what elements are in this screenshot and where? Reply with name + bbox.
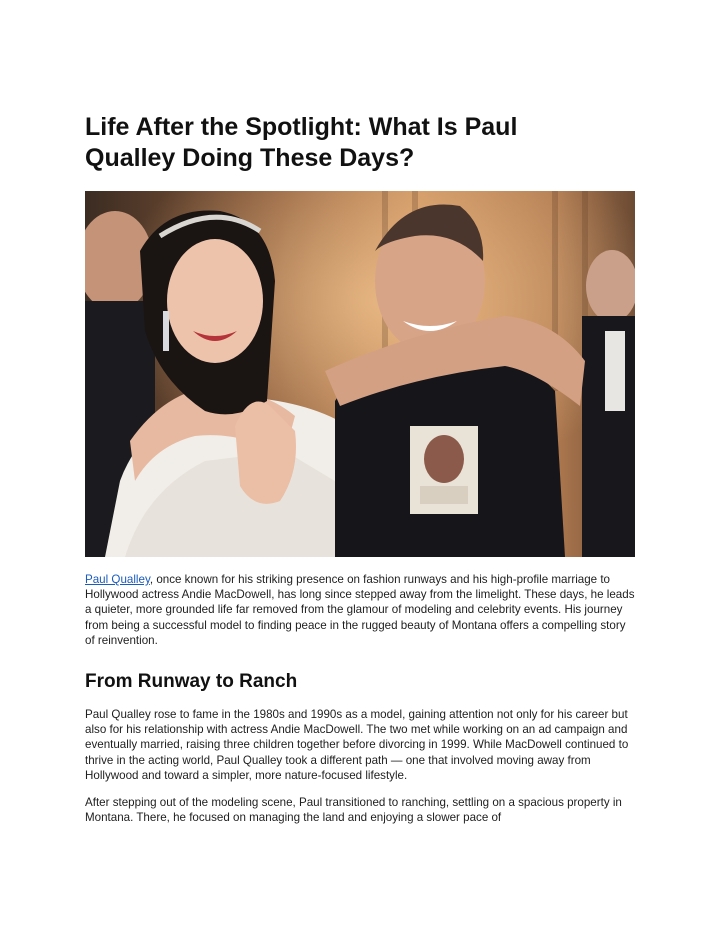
section-heading: From Runway to Ranch bbox=[85, 671, 298, 693]
paul-qualley-link[interactable]: Paul Qualley bbox=[85, 573, 150, 586]
article-title: Life After the Spotlight: What Is Paul Qualley Doing These Days? bbox=[85, 113, 518, 172]
article-photo bbox=[85, 191, 635, 557]
intro-text: , once known for his striking presence on fashion runways and his high-profile marriage to Hollywood actress Andie MacDowell, has long since stepped away from the limelight. These days, he leads a quieter, more grounded life far removed from the glamour of modeling and celebrity events. His journey from being a successful model to finding peace in the rugged beauty of Montana offers a compelling story of reinvention. bbox=[85, 573, 635, 647]
section-paragraph-1: Paul Qualley rose to fame in the 1980s and 1990s as a model, gaining attention not only for his career but also for his relationship with actress Andie MacDowell. The two met while working on an ad campaign and eventually married, raising three children together before divorcing in 1999. While MacDowell continued to thrive in the acting world, Paul Qualley took a different path — one that involved moving away from Hollywood and toward a simpler, more nature-focused lifestyle. bbox=[85, 708, 629, 782]
section-paragraph-2: After stepping out of the modeling scene, Paul transitioned to ranching, settling on a spacious property in Montana. There, he focused on managing the land and enjoying a slower pace of bbox=[85, 796, 622, 825]
article bbox=[85, 112, 637, 825]
intro-paragraph bbox=[85, 572, 637, 648]
